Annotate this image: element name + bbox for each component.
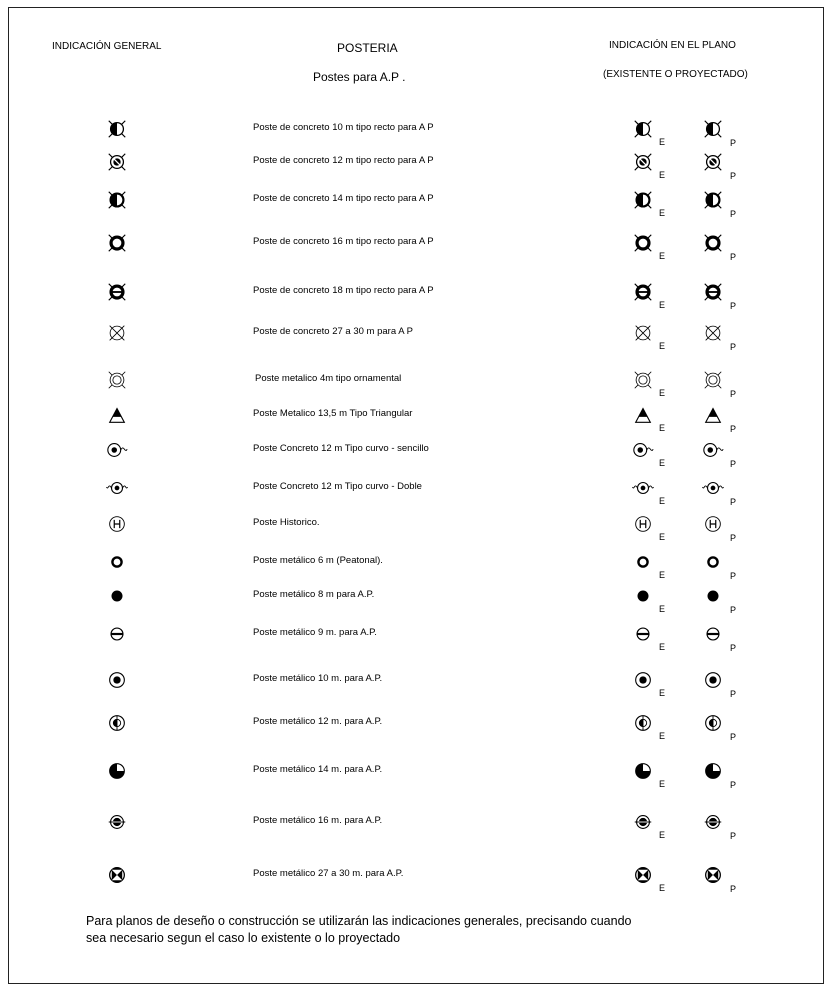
pole-concrete-12m-icon (106, 151, 128, 173)
pole-metal-9m-projected-icon (702, 623, 724, 645)
pole-metal-12m-icon (106, 712, 128, 734)
pole-metal-8m-existing-icon (632, 585, 654, 607)
pole-metal-27-30m-icon (106, 864, 128, 886)
existing-label: E (659, 779, 666, 789)
pole-metal-ornamental-projected-icon (702, 369, 724, 391)
legend-row-description: Poste Metalico 13,5 m Tipo Triangular (253, 408, 413, 419)
legend-row-description: Poste Historico. (253, 517, 320, 528)
pole-metal-triangular-existing-icon (632, 404, 654, 426)
pole-metal-27-30m-existing-icon (632, 864, 654, 886)
existing-label: E (659, 642, 666, 652)
legend-row-description: Poste metálico 6 m (Peatonal). (253, 555, 383, 566)
pole-curved-single-existing-icon (632, 439, 654, 461)
projected-label: P (730, 732, 737, 742)
pole-metal-6m-icon (106, 551, 128, 573)
pole-concrete-27-30m-existing-icon (632, 322, 654, 344)
existing-label: E (659, 830, 666, 840)
projected-label: P (730, 831, 737, 841)
page-title: POSTERIA (337, 41, 398, 55)
legend-row-description: Poste metálico 16 m. para A.P. (253, 815, 383, 826)
pole-metal-12m-projected-icon (702, 712, 724, 734)
pole-curved-single-projected-icon (702, 439, 724, 461)
pole-metal-14m-projected-icon (702, 760, 724, 782)
legend-row-description: Poste de concreto 10 m tipo recto para A P (253, 122, 434, 133)
legend-row-description: Poste de concreto 18 m tipo recto para A P (253, 285, 434, 296)
pole-historic-projected-icon (702, 513, 724, 535)
pole-metal-9m-existing-icon (632, 623, 654, 645)
pole-concrete-18m-projected-icon (702, 281, 724, 303)
pole-metal-27-30m-projected-icon (702, 864, 724, 886)
pole-concrete-27-30m-icon (106, 322, 128, 344)
projected-label: P (730, 252, 737, 262)
pole-metal-14m-icon (106, 760, 128, 782)
pole-concrete-16m-projected-icon (702, 232, 724, 254)
existing-label: E (659, 688, 666, 698)
pole-concrete-14m-existing-icon (632, 189, 654, 211)
existing-label: E (659, 208, 666, 218)
pole-metal-triangular-icon (106, 404, 128, 426)
pole-metal-ornamental-icon (106, 369, 128, 391)
pole-historic-existing-icon (632, 513, 654, 535)
existing-label: E (659, 458, 666, 468)
pole-metal-10m-icon (106, 669, 128, 691)
pole-metal-6m-existing-icon (632, 551, 654, 573)
legend-row-description: Poste metálico 9 m. para A.P. (253, 627, 377, 638)
existing-label: E (659, 300, 666, 310)
projected-label: P (730, 780, 737, 790)
projected-label: P (730, 643, 737, 653)
pole-curved-double-projected-icon (702, 477, 724, 499)
projected-label: P (730, 138, 737, 148)
projected-label: P (730, 605, 737, 615)
existing-label: E (659, 251, 666, 261)
pole-curved-single-icon (106, 439, 128, 461)
projected-label: P (730, 209, 737, 219)
pole-concrete-14m-projected-icon (702, 189, 724, 211)
footer-note (86, 913, 631, 947)
pole-concrete-16m-icon (106, 232, 128, 254)
projected-label: P (730, 571, 737, 581)
pole-metal-6m-projected-icon (702, 551, 724, 573)
projected-label: P (730, 424, 737, 434)
projected-label: P (730, 171, 737, 181)
legend-row-description: Poste de concreto 12 m tipo recto para A P (253, 155, 434, 166)
legend-row-description: Poste Concreto 12 m Tipo curvo - Doble (253, 481, 422, 492)
existing-label: E (659, 341, 666, 351)
projected-label: P (730, 689, 737, 699)
pole-metal-9m-icon (106, 623, 128, 645)
pole-historic-icon (106, 513, 128, 535)
page-subtitle: Postes para A.P . (313, 70, 406, 84)
pole-concrete-12m-existing-icon (632, 151, 654, 173)
footer-line-1: Para planos de deseño o construcción se utilizarán las indicaciones generales, precisando cuando (86, 914, 632, 928)
legend-row-description: Poste metálico 27 a 30 m. para A.P. (253, 868, 404, 879)
pole-metal-12m-existing-icon (632, 712, 654, 734)
existing-label: E (659, 570, 666, 580)
existing-label: E (659, 496, 666, 506)
legend-row-description: Poste metálico 8 m para A.P. (253, 589, 375, 600)
pole-metal-14m-existing-icon (632, 760, 654, 782)
existing-label: E (659, 388, 666, 398)
pole-concrete-27-30m-projected-icon (702, 322, 724, 344)
pole-concrete-16m-existing-icon (632, 232, 654, 254)
projected-label: P (730, 342, 737, 352)
existing-label: E (659, 532, 666, 542)
pole-metal-ornamental-existing-icon (632, 369, 654, 391)
pole-concrete-18m-existing-icon (632, 281, 654, 303)
pole-concrete-10m-projected-icon (702, 118, 724, 140)
pole-metal-8m-icon (106, 585, 128, 607)
existing-label: E (659, 731, 666, 741)
pole-metal-8m-projected-icon (702, 585, 724, 607)
projected-label: P (730, 884, 737, 894)
existing-label: E (659, 423, 666, 433)
pole-metal-triangular-projected-icon (702, 404, 724, 426)
projected-label: P (730, 301, 737, 311)
legend-row-description: Poste de concreto 16 m tipo recto para A P (253, 236, 434, 247)
legend-row-description: Poste de concreto 14 m tipo recto para A P (253, 193, 434, 204)
column-header-general: INDICACIÓN GENERAL (52, 41, 162, 52)
legend-row-description: Poste metálico 12 m. para A.P. (253, 716, 383, 727)
legend-row-description: Poste metálico 10 m. para A.P. (253, 673, 383, 684)
column-header-plan-note: (EXISTENTE O PROYECTADO) (603, 69, 748, 80)
pole-metal-10m-projected-icon (702, 669, 724, 691)
pole-metal-10m-existing-icon (632, 669, 654, 691)
pole-concrete-12m-projected-icon (702, 151, 724, 173)
footer-line-2: sea necesario segun el caso lo existente o lo proyectado (86, 931, 401, 945)
column-header-plan: INDICACIÓN EN EL PLANO (609, 40, 736, 51)
existing-label: E (659, 170, 666, 180)
pole-concrete-10m-icon (106, 118, 128, 140)
projected-label: P (730, 533, 737, 543)
pole-curved-double-icon (106, 477, 128, 499)
pole-concrete-14m-icon (106, 189, 128, 211)
pole-concrete-10m-existing-icon (632, 118, 654, 140)
legend-row-description: Poste metalico 4m tipo ornamental (255, 373, 402, 384)
pole-metal-16m-projected-icon (702, 811, 724, 833)
pole-concrete-18m-icon (106, 281, 128, 303)
pole-curved-double-existing-icon (632, 477, 654, 499)
projected-label: P (730, 389, 737, 399)
projected-label: P (730, 459, 737, 469)
legend-row-description: Poste Concreto 12 m Tipo curvo - sencillo (253, 443, 429, 454)
pole-metal-16m-icon (106, 811, 128, 833)
legend-row-description: Poste de concreto 27 a 30 m para A P (253, 326, 414, 337)
existing-label: E (659, 604, 666, 614)
legend-row-description: Poste metálico 14 m. para A.P. (253, 764, 383, 775)
pole-metal-16m-existing-icon (632, 811, 654, 833)
existing-label: E (659, 137, 666, 147)
existing-label: E (659, 883, 666, 893)
projected-label: P (730, 497, 737, 507)
